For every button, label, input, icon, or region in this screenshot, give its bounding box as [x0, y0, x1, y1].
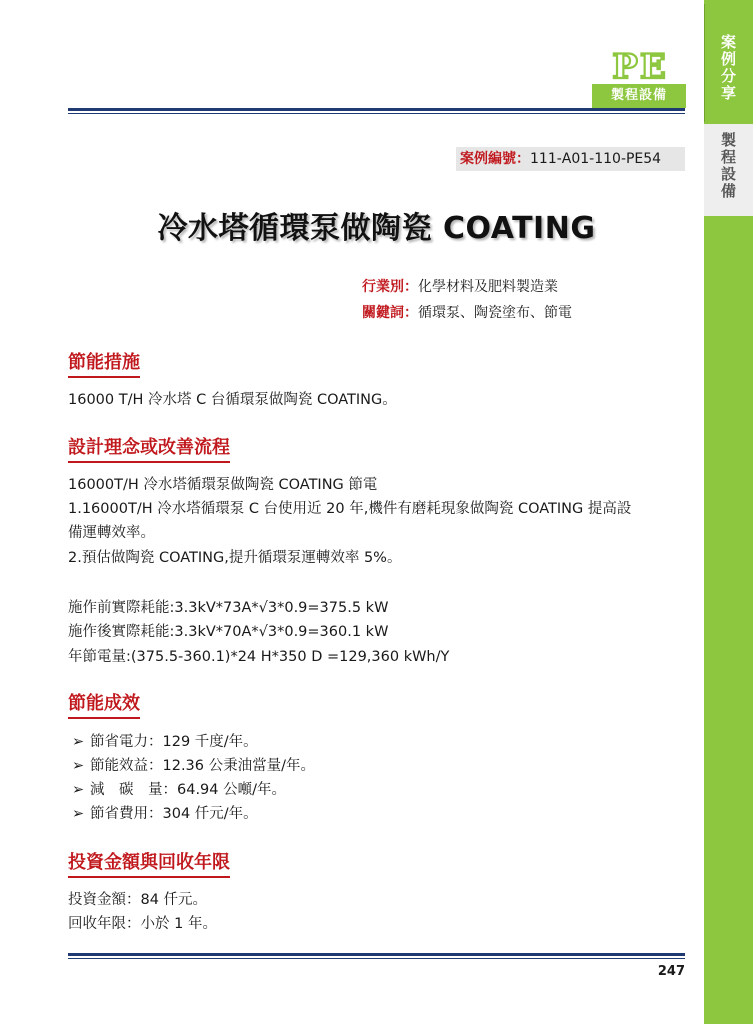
bottom-rule-thin [68, 958, 685, 959]
section-title-measures: 節能措施 [68, 348, 140, 378]
tab-char: 備 [720, 182, 736, 200]
result-bullet [72, 730, 258, 751]
top-rule [68, 108, 685, 111]
design-line: 2.預估做陶瓷 COATING,提升循環泵運轉效率 5%。 [68, 550, 402, 566]
category-label: 製程設備 [592, 84, 686, 108]
section-title-design: 設計理念或改善流程 [68, 433, 230, 463]
tab-process-equipment-label [704, 132, 753, 200]
tab-char: 例 [720, 50, 736, 68]
arrow-bullet-icon: ➢ [72, 782, 85, 798]
result-bullet [72, 754, 315, 775]
tab-char: 設 [720, 165, 736, 183]
result-bullet [72, 778, 286, 799]
keywords-line [362, 302, 572, 322]
tab-char: 案 [720, 33, 736, 51]
bottom-rule [68, 953, 685, 956]
arrow-bullet-icon: ➢ [72, 758, 85, 774]
result-text: 減 碳 量：64.94 公噸/年。 [90, 782, 287, 798]
industry-value: 化學材料及肥料製造業 [418, 279, 558, 295]
design-line: 年節電量:(375.5-360.1)*24 H*350 D =129,360 kWh/Y [68, 649, 450, 665]
case-number-value: 111-A01-110-PE54 [530, 151, 662, 167]
tab-char: 製 [720, 131, 736, 149]
tab-char: 程 [720, 148, 736, 166]
keywords-value: 循環泵、陶瓷塗布、節電 [418, 305, 572, 321]
case-number [456, 147, 685, 171]
result-text: 節省電力：129 千度/年。 [90, 734, 258, 750]
keywords-key: 關鍵詞： [362, 305, 418, 321]
pe-logo [596, 48, 684, 82]
page-number: 247 [657, 964, 685, 979]
investment-line: 投資金額：84 仟元。 [68, 892, 208, 908]
pe-logo-text: PE [612, 48, 668, 82]
result-text: 節能效益：12.36 公秉油當量/年。 [90, 758, 316, 774]
tab-char: 分 [720, 67, 736, 85]
top-rule-thin [68, 113, 685, 114]
investment-line: 回收年限：小於 1 年。 [68, 916, 217, 932]
section-title-investment: 投資金額與回收年限 [68, 848, 230, 878]
design-line: 1.16000T/H 冷水塔循環泵 C 台使用近 20 年,機件有磨耗現象做陶瓷 COATING 提高設 [68, 501, 632, 517]
measures-text: 16000 T/H 冷水塔 C 台循環泵做陶瓷 COATING。 [68, 392, 397, 408]
design-line: 備運轉效率。 [68, 525, 155, 541]
design-line: 施作後實際耗能:3.3kV*70A*√3*0.9=360.1 kW [68, 624, 389, 640]
arrow-bullet-icon: ➢ [72, 734, 85, 750]
tab-char: 享 [720, 84, 736, 102]
arrow-bullet-icon: ➢ [72, 806, 85, 822]
case-number-key: 案例編號： [460, 151, 530, 167]
design-line: 16000T/H 冷水塔循環泵做陶瓷 COATING 節電 [68, 477, 378, 493]
result-text: 節省費用：304 仟元/年。 [90, 806, 258, 822]
design-line: 施作前實際耗能:3.3kV*73A*√3*0.9=375.5 kW [68, 600, 389, 616]
section-title-results: 節能成效 [68, 689, 140, 719]
industry-key: 行業別： [362, 279, 418, 295]
industry-line [362, 276, 558, 296]
page-title: 冷水塔循環泵做陶瓷 COATING [157, 211, 596, 246]
result-bullet [72, 802, 258, 823]
tab-case-sharing-label [704, 34, 753, 102]
